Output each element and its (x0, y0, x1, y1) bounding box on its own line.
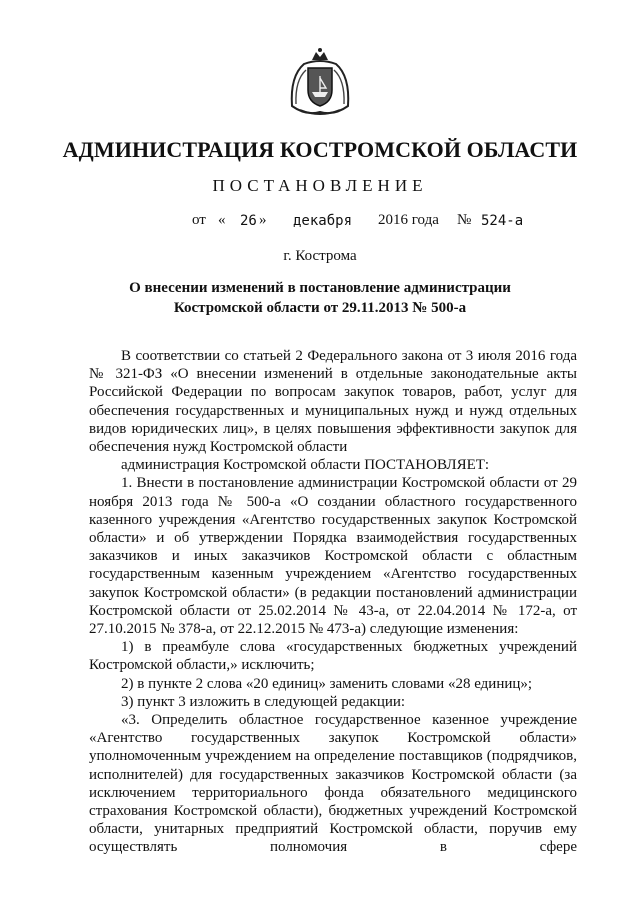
date-month: декабря (293, 213, 353, 229)
day-quote-open: « (218, 212, 226, 228)
date-day: 26 (240, 213, 257, 229)
paragraph-resolves: администрация Костромской области ПОСТАНОВЛЯЕТ: (121, 457, 490, 474)
paragraph-subitem-1: 1) в преамбуле слова «государственных бюджетных учреждений Костромской области,» исключить; (89, 639, 577, 674)
date-year: 2016 года (378, 212, 439, 228)
paragraph-subitem-3: 3) пункт 3 изложить в следующей редакции: (121, 693, 406, 710)
document-type: ПОСТАНОВЛЕНИЕ (212, 176, 428, 195)
paragraph-item-1: 1. Внести в постановление администрации Костромской области от 29 ноября 2013 года № 500-а «О создании областного государственного казенного учреждения «Агентство государственных закупок Костромской области» и об утверждении Порядка взаимодействия государственных заказчиков и иных заказчиков Костромской области с областным государственным казенным учреждением «Агентство государственных закупок Костромской области» (в редакции постановлений администрации Костромской области от 25.02.2014 № 43-а, от 22.04.2014 № 172-а, от 27.10.2015 № 378-а, от 22.12.2015 № 473-а) следующие изменения: (89, 475, 577, 638)
subject-line: О внесении изменений в постановление администрации (129, 280, 511, 296)
number-sign: № (457, 212, 472, 228)
paragraph-subitem-2: 2) в пункте 2 слова «20 единиц» заменить словами «28 единиц»; (121, 675, 533, 692)
organization-title: АДМИНИСТРАЦИЯ КОСТРОМСКОЙ ОБЛАСТИ (62, 137, 578, 162)
document-number: 524-а (481, 213, 524, 229)
city: г. Кострома (283, 248, 357, 264)
subject-line: Костромской области от 29.11.2013 № 500-а (173, 300, 467, 316)
day-quote-close: » (259, 212, 267, 228)
document-body (89, 347, 577, 857)
document-subject (0, 278, 640, 318)
paragraph-new-item-3: «3. Определить областное государственное казенное учреждение «Агентство государственных закупок Костромской области» уполномоченным учреждением на определение поставщиков (подрядчиков, исполнителей) для государственных заказчиков Костромской области (за исключением территориального фонда обязательного медицинского страхования Костромской области), бюджетных учреждений Костромской области, унитарных предприятий Костромской области, поручив ему осуществлять полномочия в сфере (89, 712, 577, 856)
date-number-line (0, 212, 640, 232)
date-prefix: от (192, 212, 206, 228)
coat-of-arms-icon (286, 46, 354, 118)
paragraph-preamble: В соответствии со статьей 2 Федерального закона от 3 июля 2016 года № 321-ФЗ «О внесении изменений в отдельные законодательные акты Российской Федерации по вопросам закупок товаров, работ, услуг для обеспечения государственных и муниципальных нужд и нужд отдельных видов юридических лиц», в целях повышения эффективности закупок для обеспечения нужд Костромской области (89, 348, 577, 456)
